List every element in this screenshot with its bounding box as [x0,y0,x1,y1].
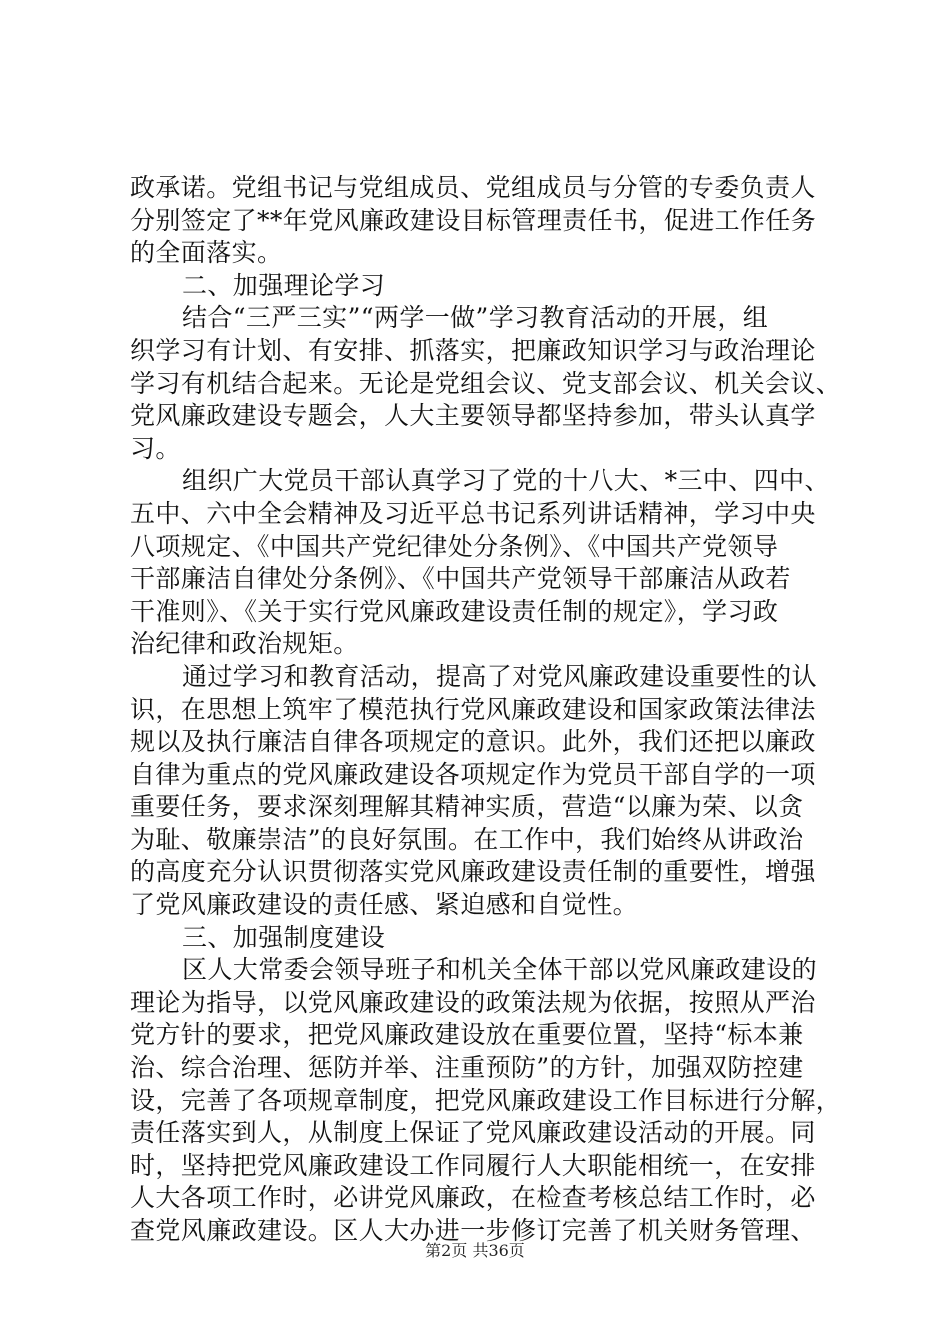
text-line: 结合“三严三实”“两学一做”学习教育活动的开展，组 [182,303,769,333]
page-number-footer: 第2页 共36页 [425,1241,525,1260]
text-line: 干部廉洁自律处分条例》、《中国共产党领导干部廉洁从政若 [130,564,791,594]
text-line: 分别签定了**年党风廉政建设目标管理责任书，促进工作任务 [130,205,817,235]
text-line: 重要任务，要求深刻理解其精神实质，营造“以廉为荣、以贪 [130,792,804,822]
text-line: 识，在思想上筑牢了模范执行党风廉政建设和国家政策法律法 [130,694,816,724]
text-line: 三、加强制度建设 [182,922,386,952]
text-line: 习。 [130,433,181,463]
text-line: 学习有机结合起来。无论是党组会议、党支部会议、机关会议、 [130,368,842,398]
text-line: 党风廉政建设专题会，人大主要领导都坚持参加，带头认真学 [130,401,816,431]
document-body [130,172,842,1248]
text-line: 责任落实到人，从制度上保证了党风廉政建设活动的开展。同 [130,1118,816,1148]
text-line: 治、综合治理、惩防并举、注重预防”的方针，加强双防控建 [130,1053,804,1083]
text-line: 党方针的要求，把党风廉政建设放在重要位置，坚持“标本兼 [130,1020,804,1050]
text-line: 五中、六中全会精神及习近平总书记系列讲话精神，学习中央 [130,498,816,528]
text-line: 设，完善了各项规章制度，把党风廉政建设工作目标进行分解， [130,1085,842,1115]
text-line: 为耻、敬廉崇洁”的良好氛围。在工作中，我们始终从讲政治 [130,824,804,854]
text-line: 人大各项工作时，必讲党风廉政，在检查考核总结工作时，必 [130,1183,816,1213]
text-line: 政承诺。党组书记与党组成员、党组成员与分管的专委负责人 [130,173,816,202]
text-line: 二、加强理论学习 [182,270,386,300]
text-line: 自律为重点的党风廉政建设各项规定作为党员干部自学的一项 [130,759,816,789]
text-line: 八项规定、《中国共产党纪律处分条例》、《中国共产党领导 [130,531,779,561]
text-line: 的高度充分认识贯彻落实党风廉政建设责任制的重要性，增强 [130,857,816,887]
text-line: 规以及执行廉洁自律各项规定的意识。此外，我们还把以廉政 [130,727,816,757]
text-line: 通过学习和教育活动，提高了对党风廉政建设重要性的认 [182,661,818,691]
text-line: 时，坚持把党风廉政建设工作同履行人大职能相统一，在安排 [130,1150,816,1180]
text-line: 组织广大党员干部认真学习了党的十八大、*三中、四中、 [182,466,830,496]
text-line: 了党风廉政建设的责任感、紧迫感和自觉性。 [130,890,639,920]
text-line: 区人大常委会领导班子和机关全体干部以党风廉政建设的 [182,955,818,985]
text-line: 干准则》、《关于实行党风廉政建设责任制的规定》，学习政 [130,596,779,626]
text-line: 织学习有计划、有安排、抓落实，把廉政知识学习与政治理论 [130,335,816,365]
text-line: 的全面落实。 [130,238,283,268]
text-line: 理论为指导，以党风廉政建设的政策法规为依据，按照从严治 [130,987,816,1017]
text-line: 查党风廉政建设。区人大办进一步修订完善了机关财务管理、 [130,1216,816,1245]
text-line: 治纪律和政治规矩。 [130,629,359,659]
